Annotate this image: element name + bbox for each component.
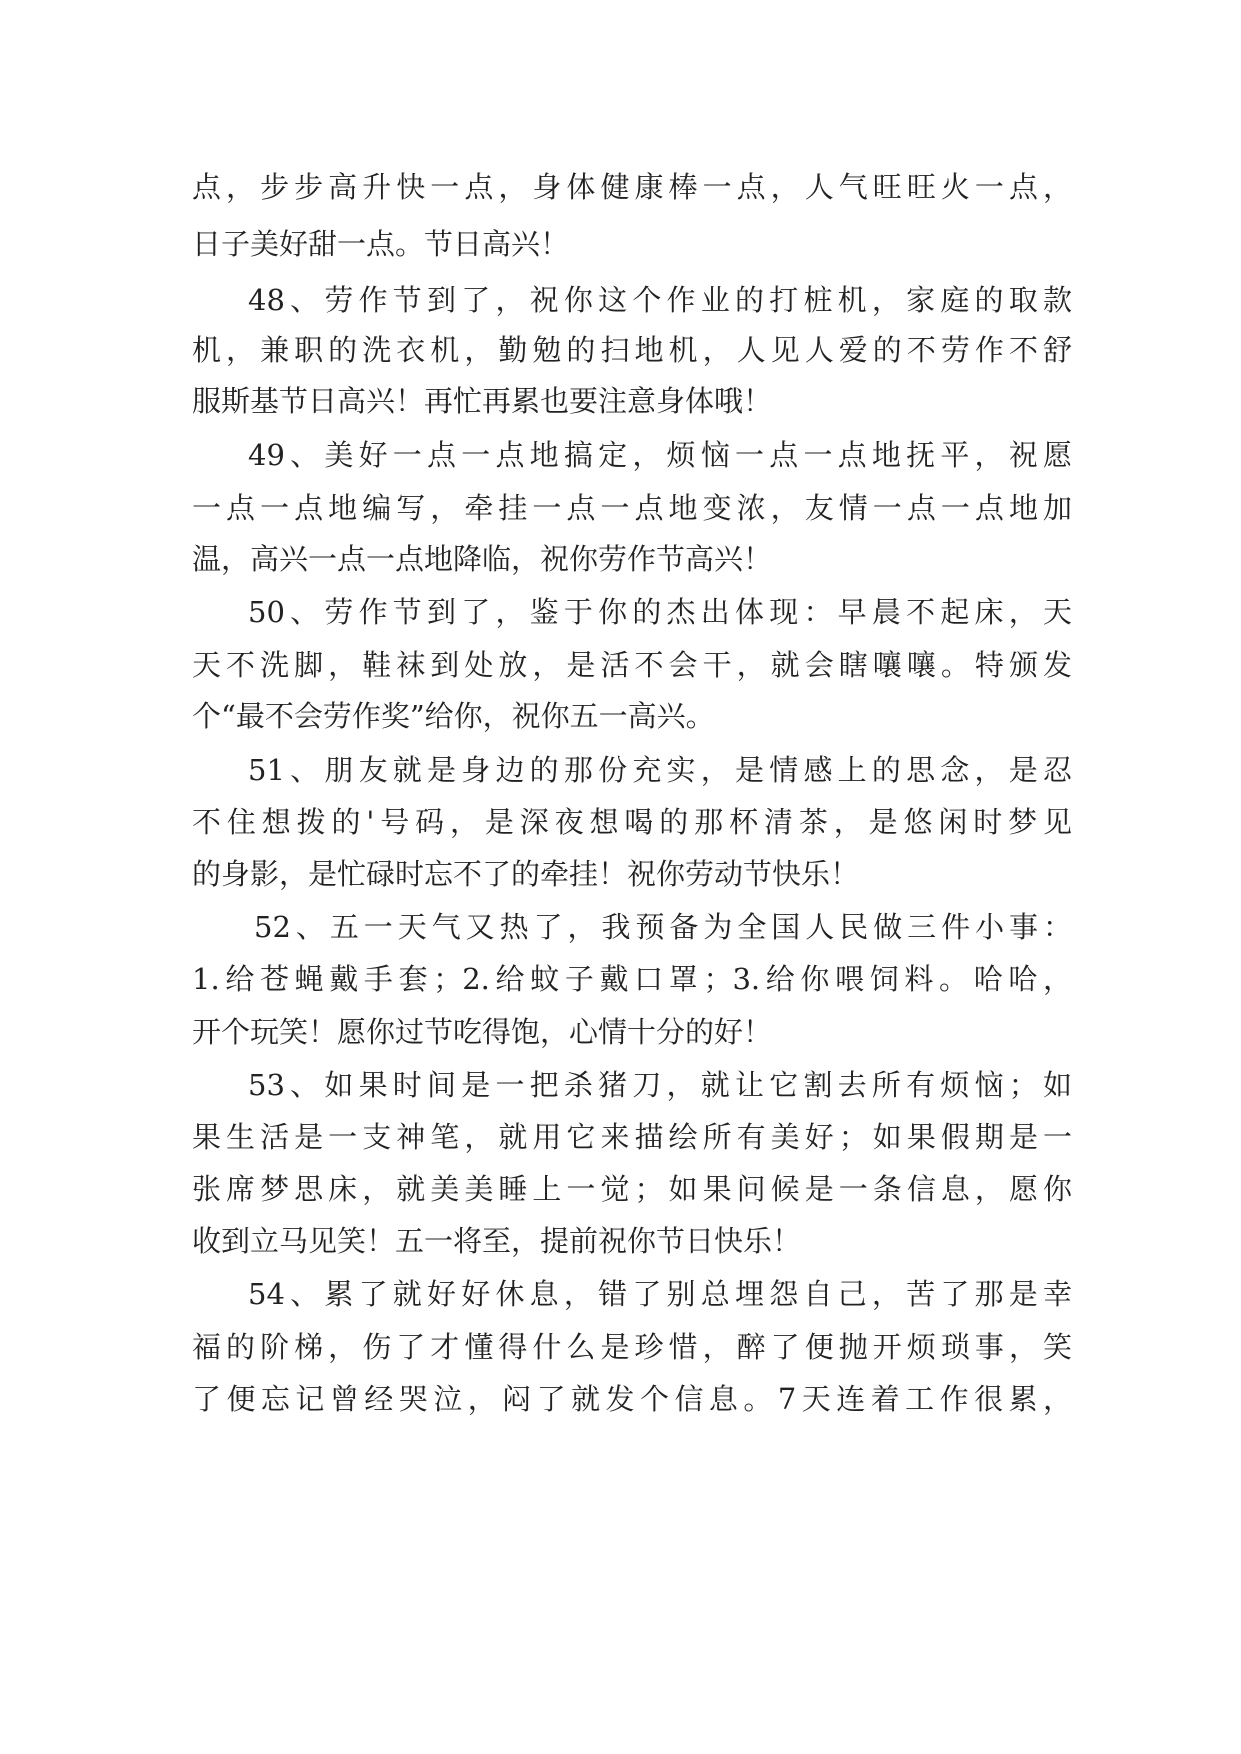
text-line: 服斯基节日高兴！再忙再累也要注意身体哦！ [192, 384, 773, 418]
paragraph-50-start: 50、劳作节到了，鉴于你的杰出体现：早晨不起床，天 [248, 595, 1072, 629]
text-line: 日子美好甜一点。节日高兴！ [192, 227, 570, 261]
text-line: 个“最不会劳作奖”给你，祝你五一高兴。 [192, 699, 715, 733]
text-line: 天不洗脚，鞋袜到处放，是活不会干，就会瞎嚷嚷。特颁发 [192, 648, 1072, 682]
text-line: 了便忘记曾经哭泣，闷了就发个信息。7天连着工作很累， [192, 1382, 1072, 1416]
text-line: 机，兼职的洗衣机，勤勉的扫地机，人见人爱的不劳作不舒 [192, 333, 1072, 367]
paragraph-53-start: 53、如果时间是一把杀猪刀，就让它割去所有烦恼；如 [248, 1068, 1072, 1102]
text-line: 的身影，是忙碌时忘不了的牵挂！祝你劳动节快乐！ [192, 857, 860, 891]
paragraph-52-start: 52、五一天气又热了，我预备为全国人民做三件小事： [254, 910, 1072, 944]
text-line: 开个玩笑！愿你过节吃得饱，心情十分的好！ [192, 1015, 773, 1049]
text-line: 收到立马见笑！五一将至，提前祝你节日快乐！ [192, 1224, 802, 1258]
paragraph-54-start: 54、累了就好好休息，错了别总埋怨自己，苦了那是幸 [248, 1277, 1072, 1311]
text-line: 福的阶梯，伤了才懂得什么是珍惜，醉了便抛开烦琐事，笑 [192, 1330, 1072, 1364]
text-line: 温，高兴一点一点地降临，祝你劳作节高兴！ [192, 542, 773, 576]
text-line: 1.给苍蝇戴手套；2.给蚊子戴口罩；3.给你喂饲料。哈哈， [192, 962, 1072, 996]
text-line: 果生活是一支神笔，就用它来描绘所有美好；如果假期是一 [192, 1120, 1072, 1154]
paragraph-51-start: 51、朋友就是身边的那份充实，是情感上的思念，是忍 [248, 753, 1072, 787]
text-line: 一点一点地编写，牵挂一点一点地变浓，友情一点一点地加 [192, 491, 1072, 525]
paragraph-48-start: 48、劳作节到了，祝你这个作业的打桩机，家庭的取款 [248, 283, 1072, 317]
text-line: 不住想拨的'号码，是深夜想喝的那杯清茶，是悠闲时梦见 [192, 805, 1072, 839]
paragraph-49-start: 49、美好一点一点地搞定，烦恼一点一点地抚平，祝愿 [248, 438, 1072, 472]
text-line: 点，步步高升快一点，身体健康棒一点，人气旺旺火一点， [192, 170, 1072, 204]
text-line: 张席梦思床，就美美睡上一觉；如果问候是一条信息，愿你 [192, 1172, 1072, 1206]
